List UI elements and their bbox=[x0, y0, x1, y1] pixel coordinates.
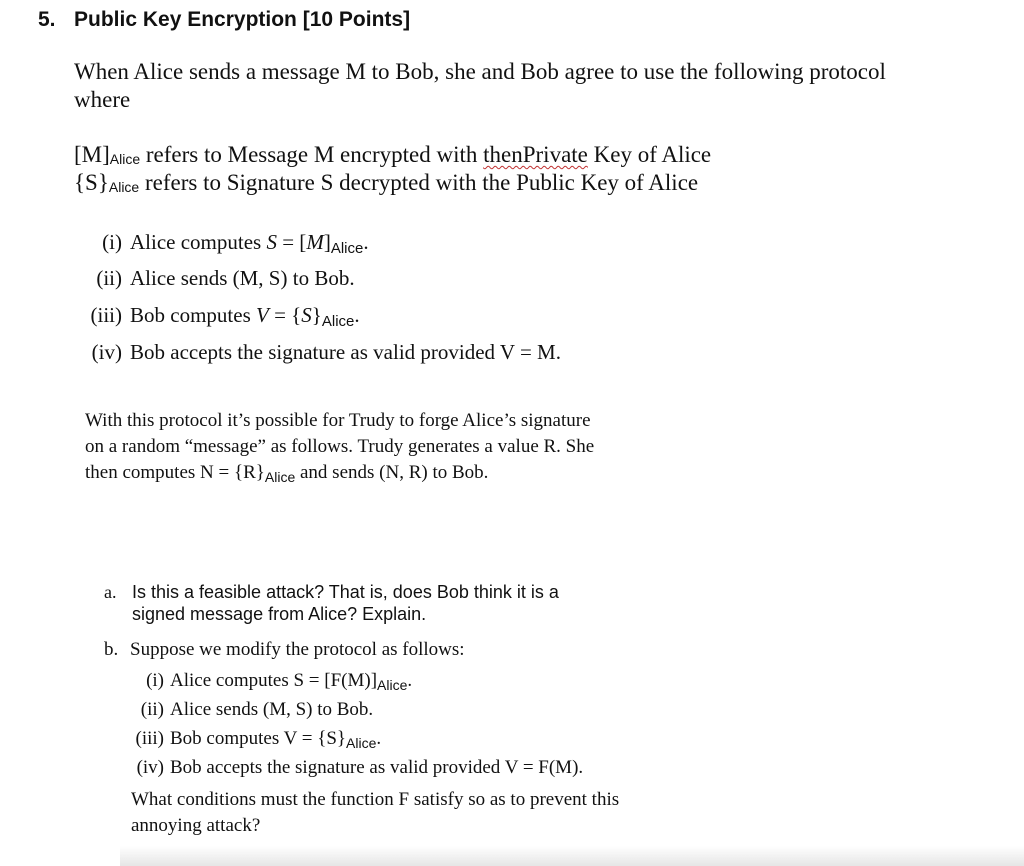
protocol-step-1 bbox=[74, 230, 369, 257]
question-a-letter: a. bbox=[104, 582, 117, 602]
attack-line-3-text: then computes N = {R} bbox=[85, 462, 265, 483]
question-heading bbox=[38, 8, 410, 32]
definition-encrypt-text-b: Key of Alice bbox=[587, 142, 712, 167]
bottom-shadow bbox=[120, 846, 1024, 866]
intro-line-2: where bbox=[74, 87, 131, 112]
math-subscript: Alice bbox=[377, 677, 408, 693]
protocol-step-text: Bob accepts the signature as valid provided V = M. bbox=[130, 340, 561, 364]
protocol-step-3 bbox=[74, 303, 360, 330]
question-a-line-1: Is this a feasible attack? That is, does Bob think it is a bbox=[132, 582, 559, 602]
math-subscript: Alice bbox=[346, 735, 377, 751]
protocol-step-label: (i) bbox=[102, 230, 122, 254]
math-var: M bbox=[306, 230, 324, 254]
question-b-line-1: What conditions must the function F satisfy so as to prevent this bbox=[131, 789, 620, 810]
definition-decrypt-symbol: {S} bbox=[74, 170, 109, 195]
definition-decrypt-sub: Alice bbox=[108, 179, 140, 195]
question-b-letter: b. bbox=[104, 639, 119, 660]
definition-encrypt-symbol: [M] bbox=[74, 142, 110, 167]
modified-step-label: (i) bbox=[146, 670, 164, 691]
attack-line-2: on a random “message” as follows. Trudy generates a value R. She bbox=[85, 436, 595, 457]
question-number: 5. bbox=[38, 8, 56, 31]
math-var: V bbox=[256, 303, 269, 327]
math-var: S bbox=[266, 230, 277, 254]
question-a-line-2: signed message from Alice? Explain. bbox=[132, 604, 427, 624]
attack-paragraph bbox=[85, 408, 594, 490]
spellcheck-flagged-word: thenPrivate bbox=[483, 142, 588, 167]
modified-step-text: Alice sends (M, S) to Bob. bbox=[170, 699, 374, 720]
math-subscript: Alice bbox=[321, 313, 355, 330]
modified-step-label: (ii) bbox=[140, 699, 164, 720]
math-op: = [ bbox=[276, 230, 307, 254]
attack-line-3 bbox=[85, 460, 594, 490]
math-subscript: Alice bbox=[330, 240, 364, 257]
math-op: . bbox=[363, 230, 369, 254]
modified-step-label: (iii) bbox=[135, 728, 164, 749]
intro-line-1: When Alice sends a message M to Bob, she and Bob agree to use the following protocol bbox=[74, 59, 886, 84]
math-op: . bbox=[376, 728, 382, 749]
definition-decrypt-text: refers to Signature S decrypted with the Public Key of Alice bbox=[139, 170, 699, 195]
protocol-step-4 bbox=[74, 340, 561, 365]
math-op: ] bbox=[323, 230, 331, 254]
modified-step-3 bbox=[122, 728, 381, 751]
question-a bbox=[104, 580, 559, 604]
definition-encrypt-sub: Alice bbox=[109, 151, 141, 167]
modified-step-2 bbox=[122, 699, 373, 721]
math-op: . bbox=[407, 670, 413, 691]
definition-decrypt bbox=[74, 170, 698, 196]
modified-step-4 bbox=[122, 757, 583, 779]
protocol-step-label: (iv) bbox=[91, 340, 122, 364]
question-b-line-2: annoying attack? bbox=[131, 815, 261, 836]
definition-encrypt bbox=[74, 142, 711, 168]
protocol-step-text: Bob computes bbox=[130, 303, 256, 327]
attack-line-1: With this protocol it’s possible for Trudy to forge Alice’s signature bbox=[85, 410, 591, 431]
question-b bbox=[104, 639, 465, 661]
question-title: Public Key Encryption [10 Points] bbox=[74, 8, 411, 31]
protocol-step-label: (iii) bbox=[90, 303, 122, 327]
definition-encrypt-text-a: refers to Message M encrypted with bbox=[140, 142, 484, 167]
modified-step-1 bbox=[122, 670, 412, 693]
protocol-step-2 bbox=[74, 266, 355, 291]
protocol-step-text: Alice computes bbox=[130, 230, 267, 254]
math-subscript: Alice bbox=[264, 469, 296, 485]
protocol-step-text: Alice sends (M, S) to Bob. bbox=[130, 266, 355, 290]
modified-step-text: Bob computes V = {S} bbox=[170, 728, 347, 749]
modified-step-text: Alice computes S = [F(M)] bbox=[170, 670, 378, 691]
math-var: S bbox=[301, 303, 312, 327]
modified-step-label: (iv) bbox=[136, 757, 164, 778]
protocol-step-label: (ii) bbox=[96, 266, 122, 290]
intro-paragraph bbox=[74, 58, 974, 114]
math-op: } bbox=[311, 303, 322, 327]
question-b-intro: Suppose we modify the protocol as follows: bbox=[130, 639, 465, 660]
modified-step-text: Bob accepts the signature as valid provided V = F(M). bbox=[170, 757, 584, 778]
attack-line-3-text: and sends (N, R) to Bob. bbox=[295, 462, 489, 483]
math-op: = { bbox=[268, 303, 302, 327]
math-op: . bbox=[354, 303, 360, 327]
